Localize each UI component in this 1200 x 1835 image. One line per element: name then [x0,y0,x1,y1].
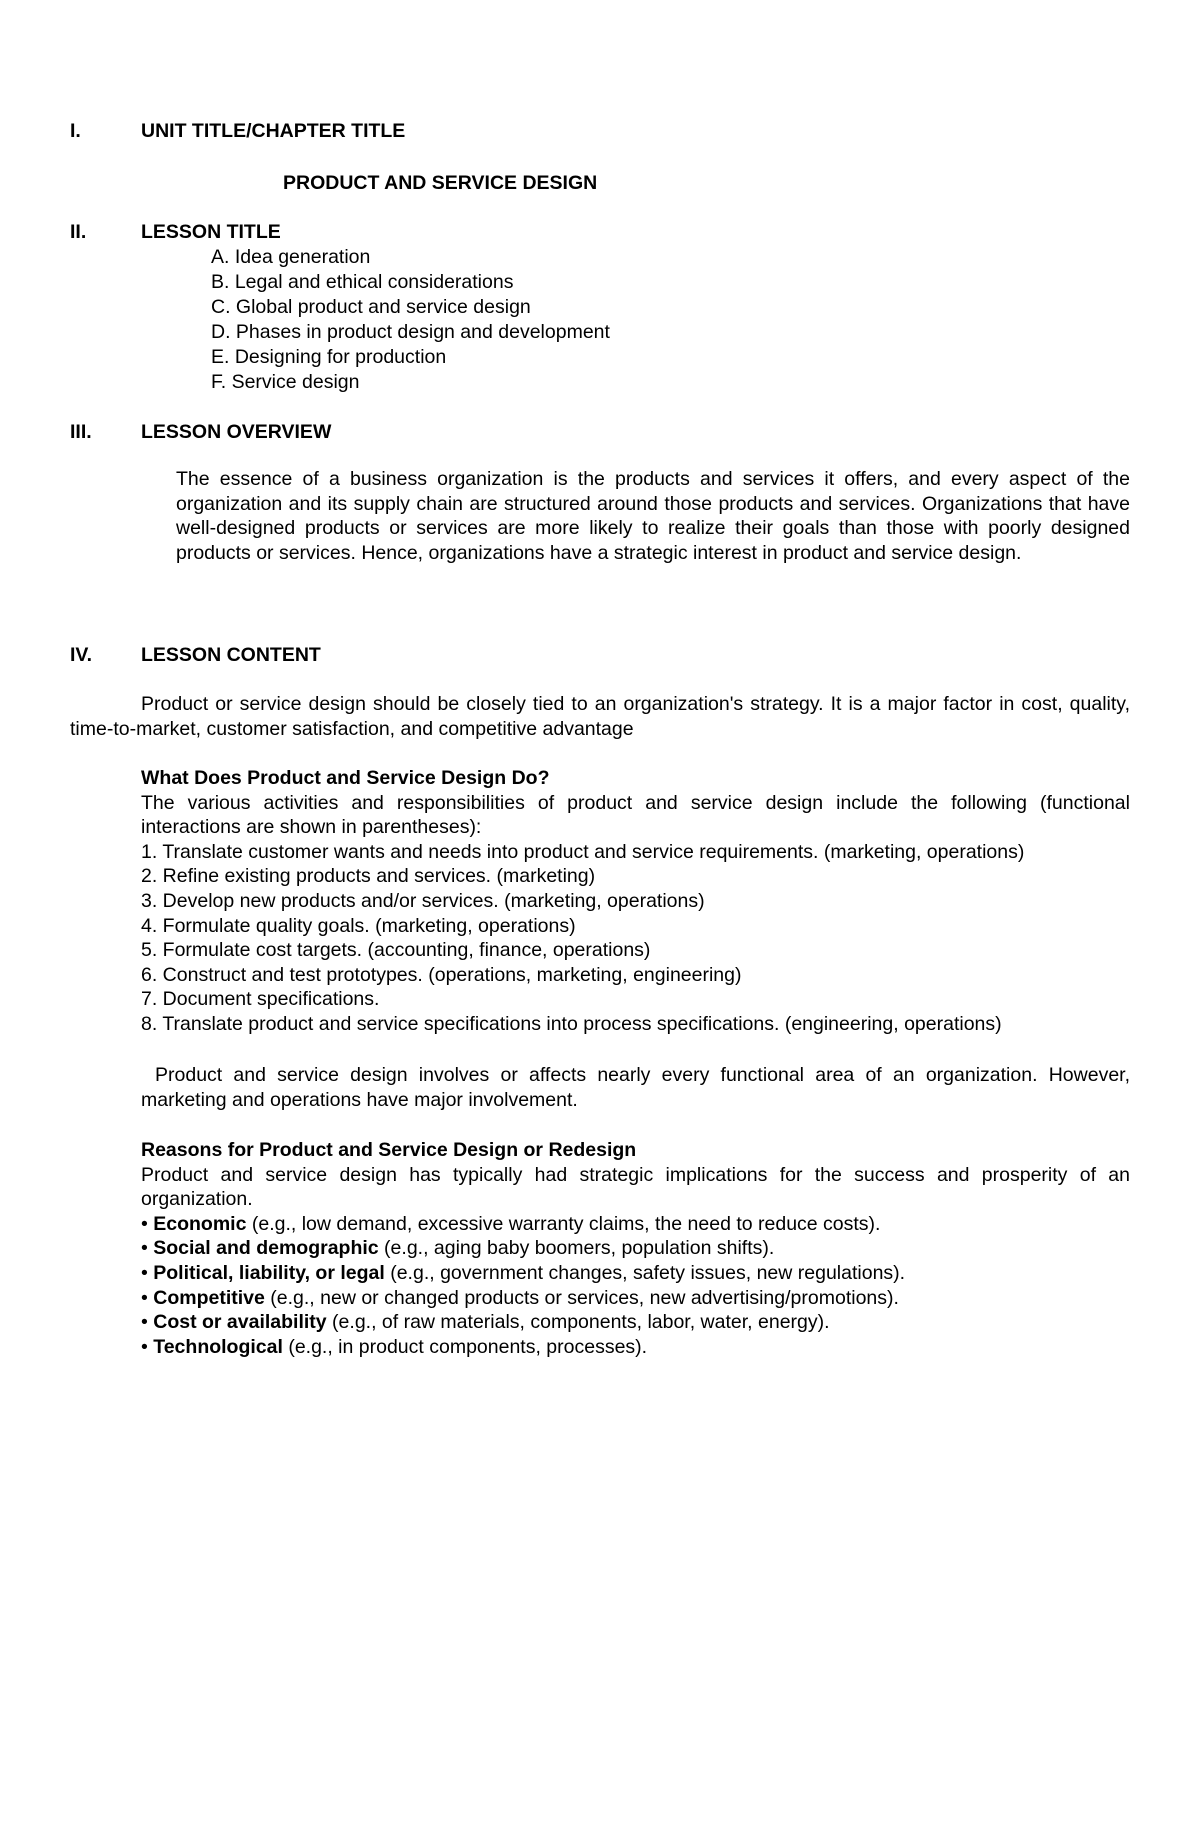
bullet-icon: • [141,1311,148,1334]
reason-item [141,1335,1130,1360]
reason-item [141,1261,1130,1286]
section-heading: LESSON OVERVIEW [141,421,332,443]
reason-item [141,1286,1130,1311]
list-item: 7. Document specifications. [141,988,380,1011]
reason-term: Technological [153,1335,283,1358]
list-item: 4. Formulate quality goals. (marketing, operations) [141,914,576,937]
what-section [141,766,1130,1037]
reason-detail: (e.g., new or changed products or services, new advertising/promotions). [264,1286,899,1309]
reason-detail: (e.g., low demand, excessive warranty claims, the need to reduce costs). [246,1212,881,1235]
reasons-section [141,1138,1130,1359]
reason-term: Economic [153,1212,247,1235]
list-item: 2. Refine existing products and services. (marketing) [141,865,596,888]
reason-item [141,1212,1130,1237]
section-number: I. [70,120,81,142]
lesson-item: D. Phases in product design and development [211,321,610,343]
section-heading: LESSON CONTENT [141,644,321,666]
bullet-icon: • [141,1261,148,1284]
chapter-title: PRODUCT AND SERVICE DESIGN [283,172,598,194]
reason-term: Cost or availability [153,1311,327,1334]
subsection-heading: What Does Product and Service Design Do? [141,767,550,789]
involvement-paragraph [141,1063,1130,1112]
section-number: IV. [70,644,93,666]
bullet-icon: • [141,1335,148,1358]
section-heading: LESSON TITLE [141,221,281,243]
lesson-item: A. Idea generation [211,246,371,268]
overview-paragraph: The essence of a business organization is the products and services it offers, and every aspect of the organization and its supply chain are structured around those products and services. Organizations that have well-designed products or services are more likely to realize their goals than those with poorly designed products or services. Hence, organizations have a strategic interest in product and service design. [176,468,1130,564]
reason-detail: (e.g., of raw materials, components, labor, water, energy). [326,1311,830,1334]
section-heading: UNIT TITLE/CHAPTER TITLE [141,120,406,142]
reason-item [141,1310,1130,1335]
lesson-item: C. Global product and service design [211,296,531,318]
bullet-icon: • [141,1237,148,1260]
reason-detail: (e.g., in product components, processes). [282,1335,648,1358]
reason-term: Political, liability, or legal [153,1261,385,1284]
subsection-intro: Product and service design has typically had strategic implications for the success and prosperity of an organization. [141,1163,1130,1211]
subsection-heading: Reasons for Product and Service Design or Redesign [141,1139,637,1161]
section-number: III. [70,421,92,443]
bullet-icon: • [141,1286,148,1309]
list-item: 6. Construct and test prototypes. (operations, marketing, engineering) [141,963,742,986]
content-intro-paragraph: Product or service design should be closely tied to an organization's strategy. It is a major factor in cost, quality, time-to-market, customer satisfaction, and competitive advantage [70,693,1130,740]
lesson-item: B. Legal and ethical considerations [211,271,514,293]
reason-detail: (e.g., aging baby boomers, population shifts). [378,1237,775,1260]
reason-item [141,1236,1130,1261]
lesson-item: E. Designing for production [211,346,447,368]
subsection-intro: The various activities and responsibilities of product and service design include the following (functional interactions are shown in parentheses): [141,791,1130,839]
reason-term: Competitive [153,1286,265,1309]
section-number: II. [70,221,87,243]
list-item: 5. Formulate cost targets. (accounting, finance, operations) [141,939,651,962]
list-item: 3. Develop new products and/or services. (marketing, operations) [141,889,705,912]
bullet-icon: • [141,1212,148,1235]
reason-detail: (e.g., government changes, safety issues, new regulations). [384,1261,906,1284]
involvement-text: Product and service design involves or affects nearly every functional area of an organization. However, marketing and operations have major involvement. [141,1064,1130,1111]
reason-term: Social and demographic [153,1237,379,1260]
lesson-item: F. Service design [211,371,360,393]
list-item: 8. Translate product and service specifications into process specifications. (engineering, operations) [141,1012,1002,1035]
list-item: 1. Translate customer wants and needs into product and service requirements. (marketing, operations) [141,840,1025,863]
